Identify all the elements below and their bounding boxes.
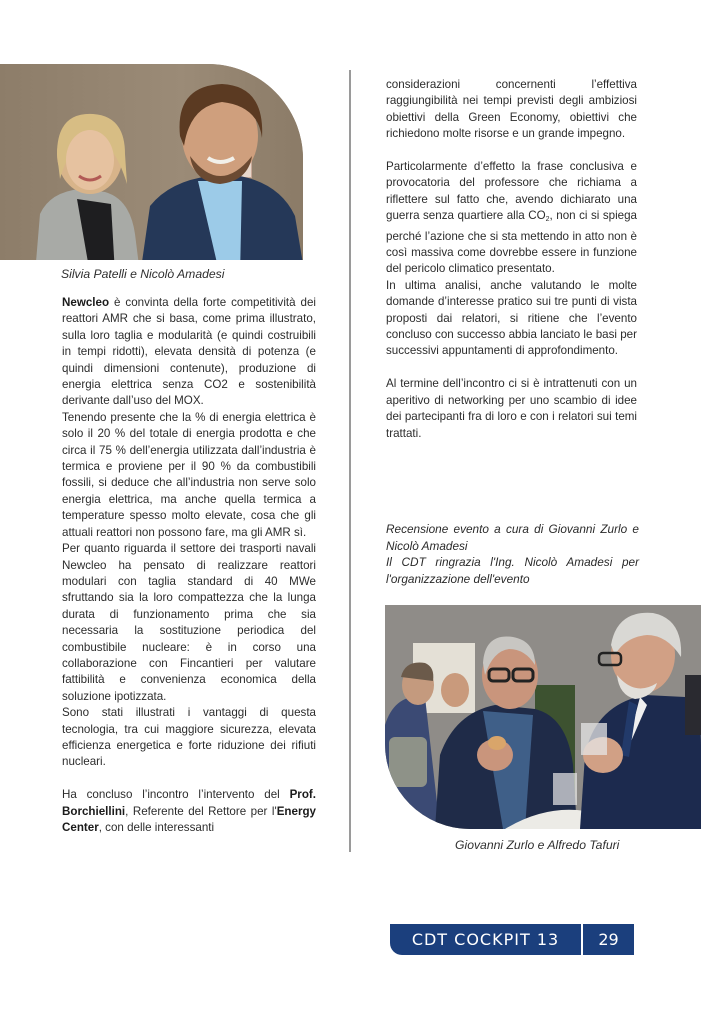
photo-scene — [385, 605, 701, 829]
paragraph-networking: Al termine dell’incontro ci si è intrattenuti con un aperitivo di networking per uno scambio di idee dei partecipanti fra di loro e con i relatori sui temi trattati. — [386, 377, 637, 440]
paragraph-provocative — [386, 159, 637, 278]
credits-thanks: Il CDT ringrazia l'Ing. Nicolò Amadesi per l'organizzazione dell'evento — [386, 555, 639, 586]
paragraph-text: Particolarmente d’effetto la frase conclusiva e provocatoria del professore che richiama a riflettere sul fatto che, avendo dichiarato una guerra senza quartiere alla CO — [386, 160, 637, 223]
paragraph-conclusion — [62, 787, 316, 836]
page-number: 29 — [583, 924, 634, 955]
paragraph-advantages: Sono stati illustrati i vantaggi di questa tecnologia, tra cui maggiore sicurezza, elevata efficienza energetica e forte riduzione dei rifiuti nucleari. — [62, 706, 316, 769]
paragraph-naval: Per quanto riguarda il settore dei trasporti navali Newcleo ha pensato di realizzare reattori modulari con taglia standard di 40 MWe sfruttando sia la loro compattezza che la lunga durata di funzionamento prima che sia necessaria la sostituzione periodica del combustibile nucleare: è in corso una collaborazione con Fincantieri per valutare fattibilità e convenienza economica della soluzione ipotizzata. — [62, 542, 316, 703]
paragraph-energy: Tenendo presente che la % di energia elettrica è solo il 20 % del totale di energia prodotta e che circa il 75 % dell’energia utilizzata dall’industria è termica e proviene per il 90 % da combustibili fossili, si deduce che all’industria non serve solo energia elettrica, ma anche quella termica a temperature spesso molto elevate, cosa che gli attuali reattori non possono fare, ma gli AMR sì. — [62, 410, 316, 539]
photo-caption-top: Silvia Patelli e Nicolò Amadesi — [61, 267, 225, 281]
paragraph-text: , non ci si spiega perché l’azione che si sta mettendo in atto non è così massiva come dovrebbe essere in funzione del pericolo climatico presentato. — [386, 209, 638, 276]
photo-zurlo-tafuri — [385, 605, 701, 829]
bold-professor: Prof. Borchiellini — [62, 788, 316, 818]
left-column — [62, 295, 316, 836]
paragraph-newcleo — [62, 295, 316, 410]
bold-newcleo: Newcleo — [62, 296, 110, 309]
page-footer — [390, 924, 634, 955]
photo-patelli-amadesi — [0, 64, 303, 260]
column-divider — [349, 70, 351, 852]
paragraph-considerations: considerazioni concernenti l’effettiva raggiungibilità nei tempi previsti degli ambiziosi obiettivi della Green Economy, obiettivi che richiedono molte risorse e un grande impegno. — [386, 78, 637, 141]
subscript: 2 — [545, 216, 550, 224]
credits-review: Recensione evento a cura di Giovanni Zurlo e Nicolò Amadesi — [386, 522, 639, 553]
photo-caption-bottom: Giovanni Zurlo e Alfredo Tafuri — [455, 838, 620, 852]
credits-note — [386, 521, 639, 587]
paragraph-text: è convinta della forte competitività dei reattori AMR che si basa, come prima illustrato, sulla loro taglia e modularità (e quindi costruibili in tempi ridotti), elevata densità di potenza (e quindi dimensioni contenute), produzione di energia elettrica senza CO2 e sostenibilità derivante dall’uso del MOX. — [62, 296, 316, 408]
paragraph-text: , con delle interessanti — [98, 820, 215, 834]
paragraph-text: Ha concluso l’incontro l’intervento del — [62, 788, 290, 802]
paragraph-final-analysis: In ultima analisi, anche valutando le molte domande d’interesse pratico sui tre punti di vista proposti dai relatori, si ritiene che l’evento concluso con successo abbia lanciato le basi per successivi appuntamenti di approfondimento. — [386, 278, 637, 358]
right-column — [386, 77, 637, 442]
paragraph-text: , Referente del Rettore per l' — [125, 804, 277, 818]
photo-person-man — [130, 76, 303, 260]
bold-energy-center: Energy Center — [62, 804, 316, 834]
publication-title: CDT COCKPIT 13 — [390, 924, 581, 955]
